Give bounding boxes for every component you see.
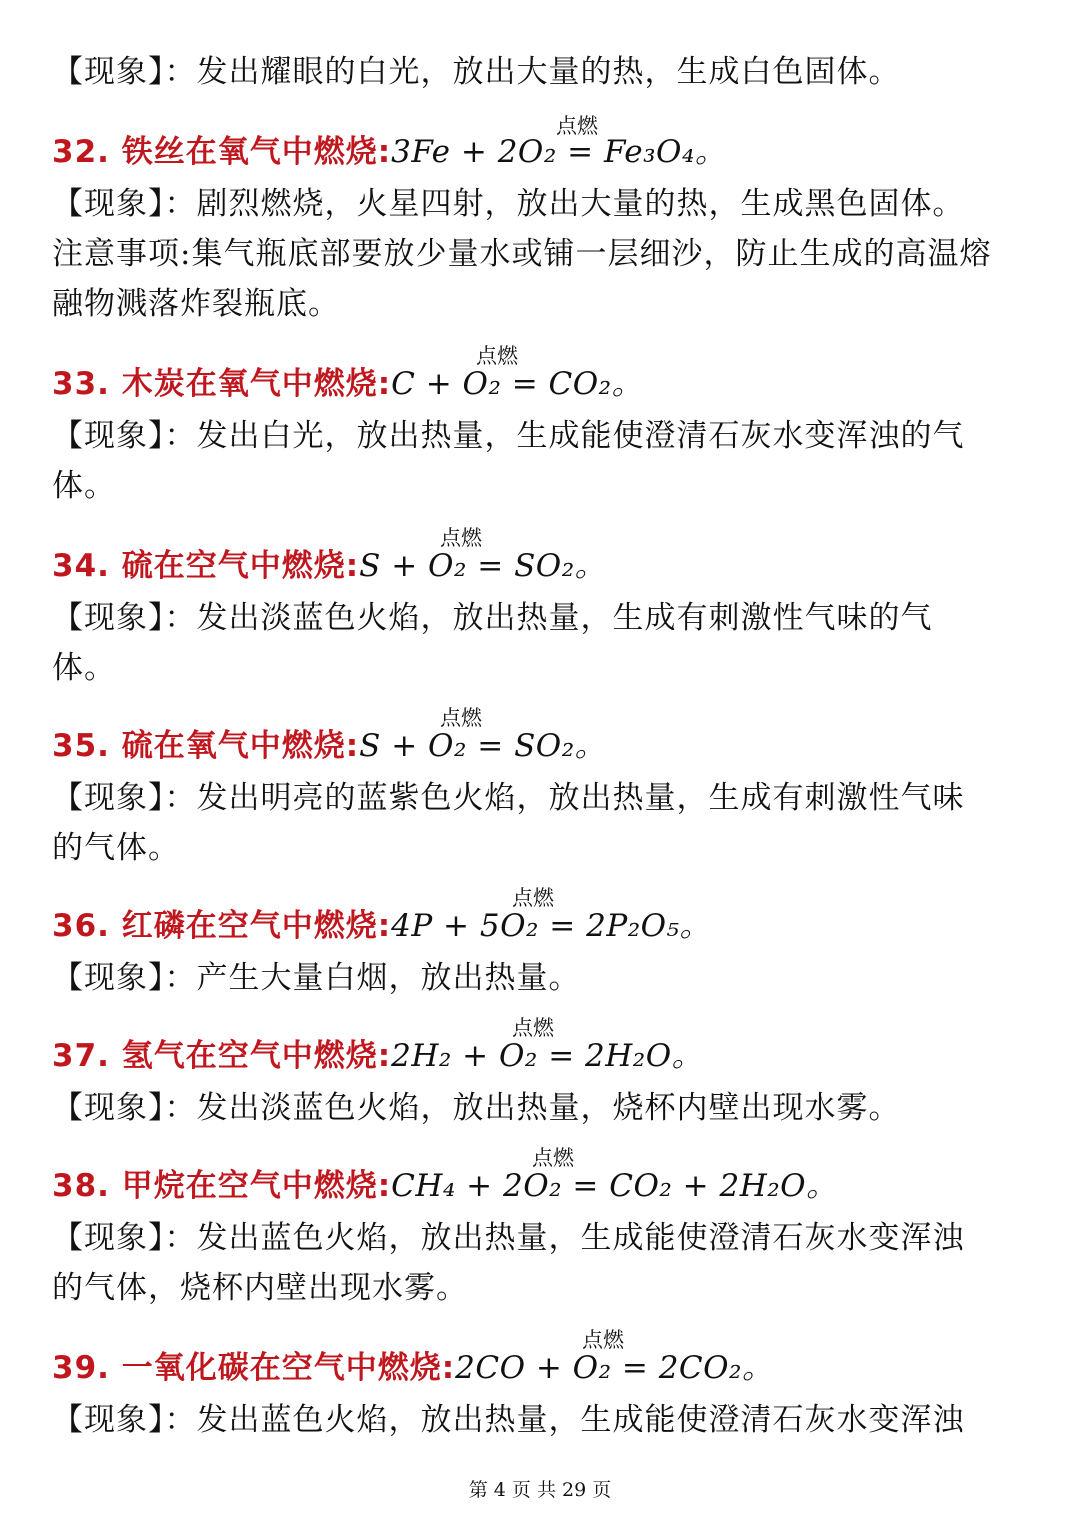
reaction-heading [52,1348,1032,1388]
reaction-condition: 点燃 [512,1016,554,1040]
phenomenon-text: 【现象】：发出明亮的蓝紫色火焰，放出热量，生成有刺激性气味 [52,780,965,816]
phenomenon-text: 【现象】：发出白光，放出热量，生成能使澄清石灰水变浑浊的气 [52,418,965,454]
chemical-equation: 2CO + O₂ = 2CO₂ [455,1350,742,1386]
reaction-heading [52,364,1032,404]
reaction-heading [52,546,1032,586]
reaction-condition: 点燃 [512,886,554,910]
sentence-end: 。 [694,134,727,170]
chemical-equation: 4P + 5O₂ = 2P₂O₅ [391,908,680,944]
sentence-end: 。 [806,1168,838,1204]
reaction-title: 37. 氢气在空气中燃烧 [52,1038,378,1074]
reaction-title: 38. 甲烷在空气中燃烧 [52,1168,378,1204]
colon: : [345,548,360,584]
reaction-heading [52,1036,1032,1076]
phenomenon-text: 【现象】：发出蓝色火焰，放出热量，生成能使澄清石灰水变浑浊 [52,1220,965,1256]
colon: : [377,1038,392,1074]
phenomenon-text: 的气体，烧杯内壁出现水雾。 [52,1270,468,1306]
phenomenon-text: 【现象】：发出蓝色火焰，放出热量，生成能使澄清石灰水变浑浊 [52,1402,965,1438]
colon: : [345,728,360,764]
phenomenon-text: 【现象】：发出耀眼的白光，放出大量的热，生成白色固体。 [52,54,901,90]
reaction-title: 34. 硫在空气中燃烧 [52,548,346,584]
phenomenon-text: 【现象】：剧烈燃烧，火星四射，放出大量的热，生成黑色固体。 [52,186,965,222]
phenomenon-text: 【现象】：发出淡蓝色火焰，放出热量，生成有刺激性气味的气 [52,600,933,636]
colon: : [377,366,392,402]
sentence-end: 。 [574,728,607,764]
note-text: 注意事项:集气瓶底部要放少量水或铺一层细沙，防止生成的高温熔 [52,236,992,272]
reaction-condition: 点燃 [440,526,482,550]
reaction-condition: 点燃 [476,344,518,368]
reaction-heading [52,1166,1032,1206]
sentence-end: 。 [574,548,607,584]
reaction-condition: 点燃 [532,1146,574,1170]
chemical-equation: C + O₂ = CO₂ [391,366,612,402]
reaction-title: 39. 一氧化碳在空气中燃烧 [52,1350,442,1386]
page-footer: 第 4 页 共 29 页 [468,1479,612,1501]
phenomenon-text: 【现象】：发出淡蓝色火焰，放出热量，烧杯内壁出现水雾。 [52,1090,901,1126]
reaction-heading [52,726,1032,766]
reaction-heading [52,132,1032,172]
phenomenon-text: 体。 [52,468,116,504]
colon: : [377,908,392,944]
chemical-equation: S + O₂ = SO₂ [359,548,575,584]
reaction-condition: 点燃 [556,114,598,138]
reaction-condition: 点燃 [440,706,482,730]
chemical-equation: S + O₂ = SO₂ [359,728,575,764]
chemical-equation: 2H₂ + O₂ = 2H₂O [391,1038,672,1074]
phenomenon-text: 【现象】：产生大量白烟，放出热量。 [52,960,581,996]
reaction-title: 33. 木炭在氧气中燃烧 [52,366,378,402]
note-text: 融物溅落炸裂瓶底。 [52,286,340,322]
chemical-equation: CH₄ + 2O₂ = CO₂ + 2H₂O [391,1168,807,1204]
chemical-equation: 3Fe + 2O₂ = Fe₃O₄ [391,134,695,170]
reaction-title: 36. 红磷在空气中燃烧 [52,908,378,944]
colon: : [377,134,392,170]
sentence-end: 。 [611,366,644,402]
sentence-end: 。 [679,908,711,944]
reaction-title: 35. 硫在氧气中燃烧 [52,728,346,764]
phenomenon-text: 体。 [52,650,116,686]
sentence-end: 。 [671,1038,704,1074]
reaction-title: 32. 铁丝在氧气中燃烧 [52,134,378,170]
colon: : [377,1168,392,1204]
reaction-condition: 点燃 [582,1328,624,1352]
phenomenon-text: 的气体。 [52,830,180,866]
colon: : [441,1350,456,1386]
sentence-end: 。 [741,1350,774,1386]
reaction-heading [52,906,1032,946]
